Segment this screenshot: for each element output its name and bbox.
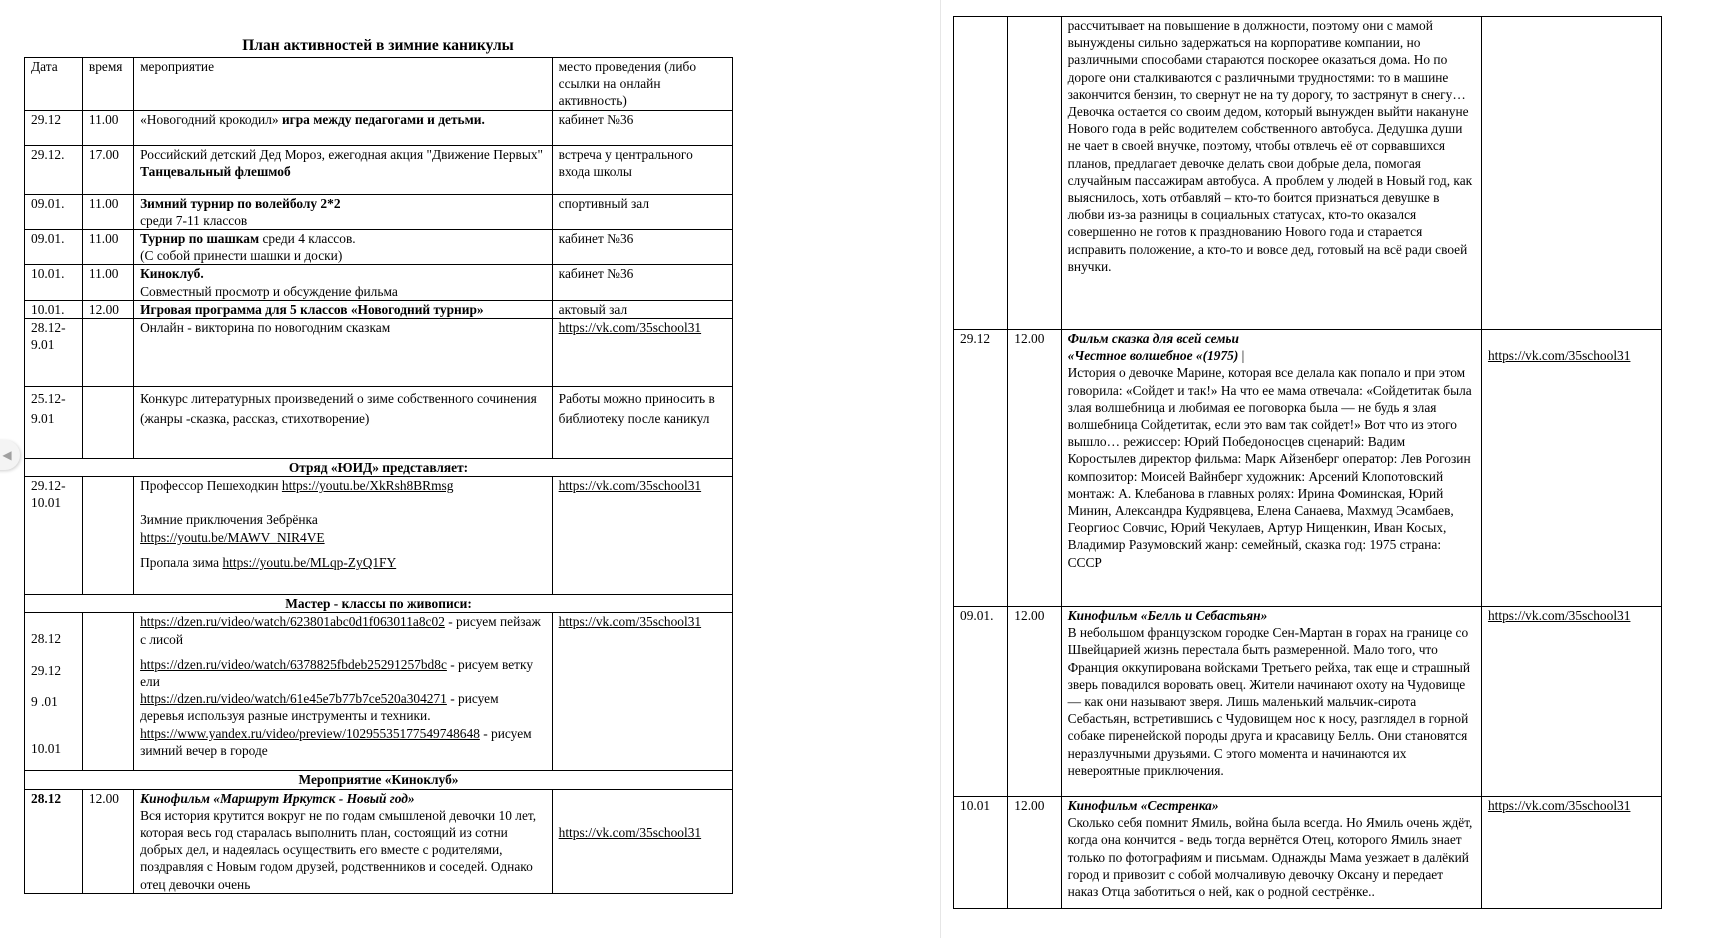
dzen-link[interactable]: https://dzen.ru/video/watch/623801abc0d1f063011a8c02 — [140, 614, 445, 630]
event-desc: «Новогодний турнир» — [347, 301, 484, 317]
table-row — [25, 300, 733, 318]
row-event — [134, 265, 553, 300]
header-event: мероприятие — [134, 58, 553, 111]
row-time: 11.00 — [82, 265, 133, 300]
row-place — [552, 613, 732, 771]
row-event: Конкурс литературных произведений о зиме собственного сочинения (жанры -сказка, рассказ, стихотворение) — [134, 387, 553, 459]
lesson-desc: - рисуем пейзаж с лисой — [140, 614, 541, 647]
row-date: 10.01 — [31, 741, 62, 757]
row-date: 10.01. — [25, 265, 83, 300]
film-title: Кинофильм «Сестренка» — [1067, 798, 1219, 813]
row-event — [134, 230, 553, 265]
yandex-link[interactable]: https://www.yandex.ru/video/preview/10295535177549748648 — [140, 725, 480, 741]
row-place — [1481, 17, 1661, 330]
table-row — [954, 797, 1662, 909]
table-row — [25, 265, 733, 300]
row-date: 28.12- 9.01 — [25, 319, 83, 387]
row-event — [134, 300, 553, 318]
row-time: 17.00 — [82, 145, 133, 194]
youtube-link[interactable]: https://youtu.be/MAWV_NIR4VE — [140, 529, 325, 545]
table-row — [954, 17, 1662, 330]
lesson-desc: - рисуем ветку ели — [140, 656, 534, 690]
event-name: Киноклуб. — [140, 266, 204, 282]
row-place — [1481, 330, 1661, 607]
film-description: Вся история крутится вокруг не по годам смышленой девочки 10 лет, которая весь год старалась выполнить план, состоящий из сотни добрых дел, и надеялась осуществить его вместе с родителями, поздравляя с Новым годом друзей, родственников и соседей. Однако отец девочки очень — [140, 807, 537, 892]
event-name: Российский детский Дед Мороз, ежегодная акция "Движение Первых" — [140, 146, 544, 162]
row-event — [1061, 330, 1481, 607]
event-name: Зимний турнир по волейболу 2*2 — [140, 195, 341, 211]
section-title: Мероприятие «Киноклуб» — [25, 771, 733, 789]
dzen-link[interactable]: https://dzen.ru/video/watch/6378825fbdeb25291257bd8c — [140, 656, 447, 672]
table-row — [25, 613, 733, 771]
row-date: 28.12 — [31, 631, 62, 647]
row-date: 29.12 — [25, 110, 83, 145]
row-event — [134, 477, 553, 595]
row-place — [552, 319, 732, 387]
row-time — [82, 387, 133, 459]
row-time: 12.00 — [1008, 607, 1061, 797]
vk-link[interactable]: https://vk.com/35school31 — [558, 614, 702, 630]
film-table — [953, 16, 1662, 909]
row-place — [1481, 607, 1661, 797]
table-row — [25, 477, 733, 595]
video-title: Зимние приключения Зебрёнка — [140, 512, 318, 528]
row-event — [134, 194, 553, 229]
video-title: Пропала зима — [140, 554, 223, 570]
section-header-kino — [25, 771, 733, 789]
row-time: 12.00 — [1008, 797, 1061, 909]
left-page — [0, 0, 760, 938]
section-header-yuid — [25, 459, 733, 477]
row-date: 29.12- 10.01 — [25, 477, 83, 595]
row-date: 29.12. — [25, 145, 83, 194]
section-header-art — [25, 595, 733, 613]
table-row — [25, 387, 733, 459]
dzen-link[interactable]: https://dzen.ru/video/watch/61e45e7b77b7ce520a304271 — [140, 691, 447, 707]
section-title: Мастер - классы по живописи: — [25, 595, 733, 613]
row-time: 11.00 — [82, 194, 133, 229]
header-time: время — [82, 58, 133, 111]
section-title: Отряд «ЮИД» представляет: — [25, 459, 733, 477]
event-name: «Новогодний крокодил» — [140, 111, 279, 127]
table-row — [25, 145, 733, 194]
table-header-row — [25, 58, 733, 111]
event-note: (С собой принести шашки и доски) — [140, 248, 343, 264]
event-desc: Танцевальный флешмоб — [140, 163, 291, 179]
header-place: место проведения (либо ссылки на онлайн активность) — [552, 58, 732, 111]
table-row — [25, 230, 733, 265]
row-date: 10.01. — [25, 300, 83, 318]
row-date: 09.01. — [25, 230, 83, 265]
row-event — [1061, 607, 1481, 797]
row-place: встреча у центрального входа школы — [552, 145, 732, 194]
table-row — [25, 110, 733, 145]
row-event: Онлайн - викторина по новогодним сказкам — [134, 319, 553, 387]
row-event — [134, 789, 553, 893]
row-date — [954, 17, 1008, 330]
table-row — [25, 789, 733, 893]
film-description: В небольшом французском городке Сен-Мартан в горах на границе со Швейцарией жизнь перестала быть размеренной. Мало того, что Франция оккупирована войсками Третьего рейха, так еще и страшный зверь повадился воровать овец. Жители начинают охоту на Чудовище — как они называют зверя. Лишь маленький мальчик-сирота Себастьян, встретившись с Чудовищем нос к носу, разглядел в горной собаке пиренейской породы друга и красавицу Белль. Они становятся неразлучными друзьями. С этого момента и начинаются их невероятные приключения. — [1067, 625, 1471, 778]
row-dates — [25, 613, 83, 771]
row-date: 9 .01 — [31, 693, 58, 709]
event-name: Турнир по шашкам — [140, 231, 260, 247]
row-time — [1008, 17, 1061, 330]
row-date: 09.01. — [954, 607, 1008, 797]
event-name: Игровая программа для 5 классов — [140, 301, 348, 317]
vk-link[interactable]: https://vk.com/35school31 — [1487, 348, 1631, 363]
film-description: Сколько себя помнит Ямиль, война была всегда. Но Ямиль очень ждёт, когда она кончится - ведь тогда вернётся Отец, которого Ямиль знает только по фотографиям и письмам. Однажды Мама уезжает в далёкий город и привозит с собой молчаливую девочку Оксану и передает наказ Отца заботиться о ней, как о родной сестрёнке.. — [1067, 815, 1473, 900]
row-place — [552, 789, 732, 893]
row-date: 09.01. — [25, 194, 83, 229]
event-desc: игра между педагогами и детьми. — [278, 111, 485, 127]
row-event — [134, 110, 553, 145]
film-description: рассчитывает на повышение в должности, поэтому они с мамой вынуждены сильно задержаться на корпоративе компании, но различными способами стараются поскорее оказаться дома. Но по дороге они сталкиваются с различными трудностями: то в машине закончится бензин, то свернут не на ту дорогу, то застрянут в снегу… Девочка остается со своим дедом, который вынужден выйти накануне Нового года в рейс водителем собственного автобуса. Дедушка души не чает в своей внучке, поэтому, чтобы отвлечь её от сорвавшихся планов, предлагает девочке делать свои добрые дела, помогая случайным пассажирам автобуса. А проблем у людей в Новый год, как выяснилось, хоть отбавляй – кто-то боится признаться девушке в любви из-за разницы в социальных статусах, кто-то оказался совершенно не готов к празднованию Нового года и старается исправить положение, а кто-то и вовсе дед, готовый на всё ради своей внучки. — [1061, 17, 1481, 330]
document-title: План активностей в зимние каникулы — [242, 37, 514, 54]
film-description: История о девочке Марине, которая все делала как попало и при этом говорила: «Сойдет и так!» На что ее мама отвечала: «Сойдетитак была злая волшебница и любимая ее поговорка была — не будь я злая волшебница Сойдетитак, если это вам так сойдет!» Вот что из этого вышло… режиссер: Юрий Победоносцев сценарий: Вадим Коростылев директор фильма: Марк Айзенберг оператор: Лев Рогозин композитор: Моисей Вайнберг художник: Арсений Клопотовский монтаж: А. Клебанова в главных ролях: Ирина Фоминская, Юрий Минин, Александра Кудрявцева, Елена Санаева, Махмуд Эсамбаев, Георгиос Совчис, Юрий Чекулаев, Артур Нищенкин, Иван Косых, Владимир Разумовский жанр: семейный, сказка год: 1975 страна: СССР — [1067, 365, 1472, 570]
lesson-desc: - рисуем деревья используя разные инструменты и техники. — [140, 691, 499, 724]
right-page — [940, 0, 1720, 938]
row-date: 10.01 — [954, 797, 1008, 909]
lesson-desc: - рисуем зимний вечер в городе — [140, 725, 532, 758]
row-time: 11.00 — [82, 230, 133, 265]
film-genre: Фильм сказка для всей семьи — [1067, 331, 1239, 346]
event-desc: Совместный просмотр и обсуждение фильма — [140, 283, 398, 299]
row-place — [1481, 797, 1661, 909]
vk-link[interactable]: https://vk.com/35school31 — [1487, 608, 1631, 623]
row-event — [134, 613, 553, 771]
youtube-link[interactable]: https://youtu.be/MLqp-ZyQ1FY — [222, 554, 397, 570]
row-time: 12.00 — [82, 789, 133, 893]
table-row — [25, 194, 733, 229]
event-desc: среди 7-11 классов — [140, 212, 248, 228]
page-gap — [760, 0, 940, 938]
film-title: «Честное волшебное «(1975) — [1067, 348, 1239, 364]
table-row — [954, 607, 1662, 797]
prev-page-button[interactable] — [0, 440, 20, 470]
vk-link[interactable]: https://vk.com/35school31 — [1487, 798, 1631, 813]
video-title: Профессор Пешеходкин — [140, 478, 282, 494]
row-time: 11.00 — [82, 110, 133, 145]
row-time — [82, 477, 133, 595]
row-event — [1061, 797, 1481, 909]
row-place: спортивный зал — [552, 194, 732, 229]
chevron-left-icon: ◀ — [2, 447, 12, 462]
table-row — [954, 330, 1662, 607]
row-time — [82, 319, 133, 387]
row-place: кабинет №36 — [552, 110, 732, 145]
vk-link[interactable]: https://vk.com/35school31 — [558, 824, 702, 840]
table-row — [25, 319, 733, 387]
vk-link[interactable]: https://vk.com/35school31 — [558, 320, 702, 336]
row-event — [134, 145, 553, 194]
row-date: 29.12 — [954, 330, 1008, 607]
row-place: кабинет №36 — [552, 230, 732, 265]
row-time: 12.00 — [82, 300, 133, 318]
header-date: Дата — [25, 58, 83, 111]
row-place: кабинет №36 — [552, 265, 732, 300]
film-title: Кинофильм «Маршрут Иркутск - Новый год» — [140, 790, 415, 806]
youtube-link[interactable]: https://youtu.be/XkRsh8BRmsg — [281, 478, 454, 494]
row-place — [552, 477, 732, 595]
title-separator: | — [1238, 348, 1245, 364]
row-place: Работы можно приносить в библиотеку после каникул — [552, 387, 732, 459]
activities-table — [24, 57, 733, 894]
row-date: 28.12 — [25, 789, 83, 893]
row-time: 12.00 — [1008, 330, 1061, 607]
vk-link[interactable]: https://vk.com/35school31 — [558, 478, 702, 494]
event-desc: среди 4 классов. — [259, 231, 356, 247]
row-place: актовый зал — [552, 300, 732, 318]
row-date: 29.12 — [31, 662, 62, 678]
film-title: Кинофильм «Белль и Себастьян» — [1067, 608, 1268, 623]
row-time — [82, 613, 133, 771]
row-date: 25.12- 9.01 — [25, 387, 83, 459]
